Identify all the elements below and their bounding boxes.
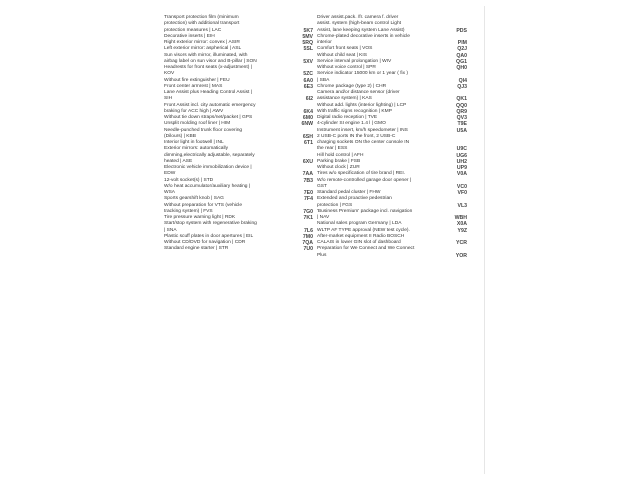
option-description-line: Service interval prolongation | WIV (317, 58, 392, 64)
option-description-line: Right exterior mirror: convex | ASIR (164, 40, 240, 45)
option-description-line: 12-volt socket(s) | STD (164, 177, 214, 183)
option-code: 6NW (301, 121, 313, 128)
option-description-line: Electronic vehicle immobilization device | (164, 165, 252, 170)
option-code: 5SL (303, 46, 313, 53)
option-description-line: Unsplit molding roof liner | HIM (164, 121, 231, 127)
option-code: V0A (456, 171, 467, 178)
option-description (164, 165, 252, 178)
option-description-line: Digital radio reception | TVE (317, 115, 378, 120)
option-description (164, 65, 252, 78)
option-description (164, 246, 228, 252)
option-code: 6T1 (304, 140, 313, 146)
option-description-line: Headrests for front seats (x-adjustment) | (164, 65, 252, 70)
option-description (317, 15, 405, 34)
option-code: VC0 (456, 183, 467, 190)
option-description (317, 234, 404, 247)
option-code: UH2 (456, 158, 467, 165)
option-description-line: Without child seat | KIS (317, 52, 367, 58)
option-description-line: Tire pressure warning light | RDK (164, 215, 236, 220)
option-description-line: | NAV (317, 215, 330, 220)
option-code: T9E (457, 121, 467, 128)
option-description-line: Sun visors with mirror, illuminated, with (164, 52, 248, 58)
option-description-line: Plus (317, 252, 327, 258)
option-description-line: Decorative inserts | EIH (164, 33, 215, 39)
option-code: YCR (456, 240, 467, 246)
option-description-line: With traffic signs recognition | KMP (317, 108, 392, 114)
option-description (164, 103, 256, 116)
option-description-line: Without CD/DVD for navigation | CDR (164, 240, 246, 245)
option-description (164, 15, 239, 34)
option-description (164, 90, 252, 103)
option-description-line: Transport protection film (minimum (164, 15, 239, 20)
option-description-line: Front Assist incl. city automatic emergency (164, 102, 256, 108)
option-description-line: Standard pedal cluster | FHW (317, 190, 381, 195)
option-description-line: assist. system (high-beam control Light (317, 21, 401, 27)
option-description-line: SIH (164, 96, 173, 102)
option-row (317, 15, 467, 34)
option-code: 6K4 (303, 108, 313, 115)
option-description-line: Lane Assist plus Heading Control Assist | (164, 90, 252, 95)
option-code: PIM (457, 40, 467, 46)
option-description-line: heated | ASE (164, 158, 193, 164)
option-row (317, 71, 467, 84)
option-code: 5XV (303, 58, 313, 65)
option-code: 7M0 (302, 233, 313, 240)
option-description-line: 2 USB-C ports IN the front, 2 USB-C (317, 133, 396, 139)
option-code: 7K1 (303, 215, 313, 221)
option-description (317, 134, 409, 153)
option-description-line: Sports gearshift knob | SAG (164, 196, 224, 202)
option-description-line: (Dilours) | KBB (164, 133, 196, 139)
option-code: YOR (455, 252, 467, 259)
option-description-line: 'Business Premium' package incl. navigation (317, 208, 413, 214)
option-description-line: | SNA (164, 227, 177, 233)
option-code: 7QA (302, 240, 313, 246)
option-description (317, 246, 414, 259)
option-description-line: WLTP AF TYPE approval (NEW test cycle). (317, 227, 410, 233)
option-row (164, 146, 313, 165)
option-code: Q2J (457, 46, 467, 53)
option-code: 6SH (302, 133, 313, 140)
option-code: 7L6 (304, 227, 313, 234)
option-row (164, 221, 313, 234)
option-description-line: Without add. lights (interior lighting) | LCP (317, 102, 407, 108)
option-code: WBH (454, 215, 467, 221)
option-description (317, 209, 412, 222)
option-description-line: protection measures | LAC (164, 27, 222, 33)
option-description-line: Chrome-plated decorative inserts in vehicle (317, 33, 410, 39)
option-code: UP9 (456, 165, 467, 171)
option-code: X0A (456, 221, 467, 228)
option-row (164, 184, 313, 197)
option-description-line: Start/stop system with regenerative braking (164, 221, 257, 227)
option-description-line: WSA (164, 190, 176, 195)
option-description-line: Driver assist.pack. /fr. camera f. driver (317, 15, 399, 20)
option-code: 6M0 (302, 115, 313, 121)
option-description-line: braking for ACC high | AWV (164, 108, 224, 114)
option-code: Y9Z (457, 227, 467, 234)
option-row (164, 103, 313, 116)
option-code: 7E0 (303, 190, 313, 196)
option-description-line: the rear | ESS (317, 146, 348, 152)
option-code: U9C (456, 146, 467, 153)
option-description-line: Without clock | ZUR (317, 165, 360, 170)
option-description-line: Standard engine starter | STR (164, 246, 229, 252)
option-description-line: Without voice control | SPR (317, 65, 376, 70)
option-code: 7F4 (304, 196, 313, 203)
option-description-line: 4-cylinder SI engine 1.4 l | GMO (317, 121, 386, 127)
option-code: 6E3 (303, 83, 313, 90)
option-code: QG1 (456, 58, 467, 65)
option-code: 7B3 (303, 177, 313, 184)
option-description (164, 128, 242, 141)
option-description-line: tracking system) | FVS (164, 208, 213, 214)
option-code: 5ZC (303, 71, 313, 78)
option-description-line: protection | FGS (317, 202, 353, 208)
option-description-line: protection) with additional transport (164, 21, 240, 27)
option-code: QH0 (456, 65, 467, 71)
option-description-line: National sales program Germany | LDA (317, 221, 402, 227)
option-description-line: EDW (164, 171, 176, 177)
option-description-line: Chrome package (type 2) | CHR (317, 83, 387, 89)
option-description-line: Comfort front seats | VOS (317, 46, 373, 52)
option-row (317, 196, 467, 209)
option-description (317, 71, 408, 84)
option-code: 6I2 (305, 96, 313, 103)
option-description-line: Service indicator 15000 km or 1 year ( fix ) (317, 71, 408, 77)
option-description-line: W/o heat accumulator/auxiliary heating | (164, 183, 251, 189)
option-row (164, 90, 313, 103)
option-description-line: CALAIS in lower GIN slot of dashboard (317, 240, 401, 245)
option-description-line: Exterior mirrors: automatically (164, 146, 229, 152)
option-row (164, 65, 313, 78)
option-description (317, 178, 411, 191)
option-description-line: dimming,electrically adjustable, separately (164, 152, 255, 158)
option-description-line: Tires w/o specification of tire brand | REI. (317, 171, 406, 177)
option-description-line: Instrument insert, km/h speedometer | INS (317, 127, 408, 133)
option-code: 5MV (302, 33, 313, 40)
options-column-right (317, 15, 467, 259)
option-description-line: Without preparation for VTS (vehicle (164, 202, 243, 208)
option-row (317, 134, 467, 153)
option-row (317, 209, 467, 222)
option-description-line: Front center armrest | MAS (164, 83, 223, 89)
option-code: VF0 (457, 190, 467, 196)
option-code: 6XU (302, 158, 313, 165)
option-description-line: GST (317, 183, 327, 189)
option-description-line: Left exterior mirror: aspherical | ASL (164, 46, 242, 52)
option-description-line: Extended and proactive pedestrian (317, 196, 392, 202)
option-row (164, 15, 313, 34)
option-description-line: Preparation for We Connect and We Connect (317, 246, 415, 252)
option-description (164, 53, 257, 66)
option-description-line: W/o remote-controlled garage door opener | (317, 177, 412, 183)
option-description-line: Camera and/or distance sensor (driver (317, 90, 400, 95)
option-code: U5A (456, 127, 467, 134)
option-code: 7U0 (303, 246, 313, 253)
options-column-left (164, 15, 313, 253)
option-description-line: Without tie down straps/net/packet | GPS (164, 115, 253, 120)
option-code: 5K7 (303, 27, 313, 34)
option-code: 5RQ (302, 40, 313, 46)
option-row (317, 234, 467, 247)
option-description (164, 221, 257, 234)
option-row (317, 34, 467, 47)
option-description-line: Assist, lane keeping system Lane Assist) (317, 27, 405, 33)
option-code: PDS (456, 27, 467, 34)
option-code: QJ3 (457, 83, 467, 90)
option-description-line: assistance system) | KAS (317, 96, 372, 102)
option-description-line: Plastic scuff plates in door apertures | EIL (164, 233, 254, 239)
option-code: QV3 (456, 115, 467, 121)
option-code: QR9 (456, 108, 467, 115)
option-description-line: charging sockets ON the center console IN (317, 140, 410, 145)
option-description-line: Needle-punched trunk floor covering (164, 127, 243, 133)
page-edge-divider (484, 6, 485, 474)
option-code: QA0 (456, 52, 467, 59)
option-description (164, 146, 255, 165)
option-row (317, 90, 467, 103)
option-code: 6A0 (303, 77, 313, 84)
option-description-line: Hill hold control | AFH (317, 152, 364, 158)
option-row (164, 203, 313, 216)
option-code: 7AA (302, 171, 313, 178)
option-description-line: KOV (164, 71, 175, 77)
option-code: QK1 (456, 96, 467, 103)
option-code: QQ0 (456, 102, 467, 109)
option-description-line: Parking brake | FSB (317, 158, 361, 164)
option-row (317, 178, 467, 191)
option-code: VL3 (457, 202, 467, 209)
option-description-line: After-market equipment II Radio BOSCH (317, 233, 405, 239)
option-description (164, 203, 242, 216)
option-description (317, 90, 400, 103)
option-description-line: Interior light in footwell | INL (164, 140, 224, 145)
option-code: UG6 (456, 152, 467, 159)
option-code: 7G0 (303, 208, 313, 215)
option-description (164, 184, 250, 197)
option-description-line: Without fire extinguisher | FEU (164, 77, 230, 83)
option-code: QI4 (458, 77, 467, 84)
option-description (317, 196, 392, 209)
option-description-line: interior (317, 40, 332, 45)
option-row (164, 53, 313, 66)
option-row (317, 246, 467, 259)
option-description-line: airbag label on sun visor and B-pillar | SON (164, 58, 257, 64)
option-description-line: | SBA (317, 77, 330, 83)
option-row (164, 165, 313, 178)
option-row (164, 128, 313, 141)
option-row (164, 246, 313, 252)
option-description (317, 34, 410, 47)
